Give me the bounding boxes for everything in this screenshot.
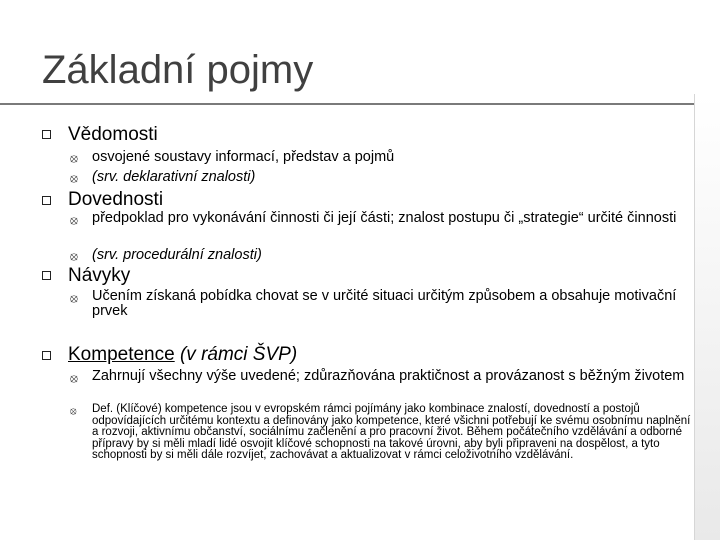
slide-title: Základní pojmy xyxy=(42,48,314,92)
reference-mark-icon: ⦻ xyxy=(70,291,78,305)
title-divider xyxy=(0,103,694,105)
heading-navyky: Návyky xyxy=(68,265,131,286)
vedomosti-item-1: osvojené soustavy informací, představ a pojmů xyxy=(92,149,395,165)
dovednosti-item-2: (srv. procedurální znalosti) xyxy=(92,247,262,263)
square-bullet-icon xyxy=(42,196,51,205)
slide-edge-decoration xyxy=(694,94,720,540)
heading-kompetence-suffix: (v rámci ŠVP) xyxy=(179,344,298,365)
heading-kompetence-keyword: Kompetence xyxy=(68,344,175,365)
kompetence-item-1: Zahrnují všechny výše uvedené; zdůrazňována praktičnost a provázanost s běžným životem xyxy=(92,368,685,384)
navyky-item-1: Učením získaná pobídka chovat se v určité situaci určitým způsobem a obsahuje motivační prvek xyxy=(92,288,677,319)
square-bullet-icon xyxy=(42,271,51,280)
reference-mark-icon: ⦻ xyxy=(70,249,78,263)
square-bullet-icon xyxy=(42,351,51,360)
vedomosti-item-2: (srv. deklarativní znalosti) xyxy=(92,169,256,185)
reference-mark-icon: ⦻ xyxy=(70,171,78,185)
reference-mark-icon: ⦻ xyxy=(70,151,78,165)
square-bullet-icon xyxy=(42,130,51,139)
reference-mark-icon: ⦻ xyxy=(70,371,78,385)
dovednosti-item-1: předpoklad pro vykonávání činnosti či její části; znalost postupu či „strategie“ určité činnosti xyxy=(92,210,677,226)
reference-mark-icon: ⦻ xyxy=(70,406,77,417)
kompetence-item-2: Def. (Klíčové) kompetence jsou v evropském rámci pojímány jako kombinace znalostí, dovedností a postojů odpovídajících určitému kontextu a definovány jako kompetence, které všichni potřebují ke svému osobnímu naplnění a rozvoji, aktivnímu občanství, sociálnímu začlenění a pro pracovní život. Během počátečního vzdělávání a odborné přípravy by si měli mladí lidé osvojit klíčové schopnosti na takové úrovni, aby byli připraveni na dospělost, a tyto schopnosti by si měli dále rozvíjet, zachovávat a aktualizovat v rámci celoživotního vzdělávání. xyxy=(92,403,691,462)
heading-dovednosti: Dovednosti xyxy=(68,189,164,210)
heading-kompetence xyxy=(68,344,297,366)
heading-vedomosti: Vědomosti xyxy=(68,124,158,145)
reference-mark-icon: ⦻ xyxy=(70,213,78,227)
